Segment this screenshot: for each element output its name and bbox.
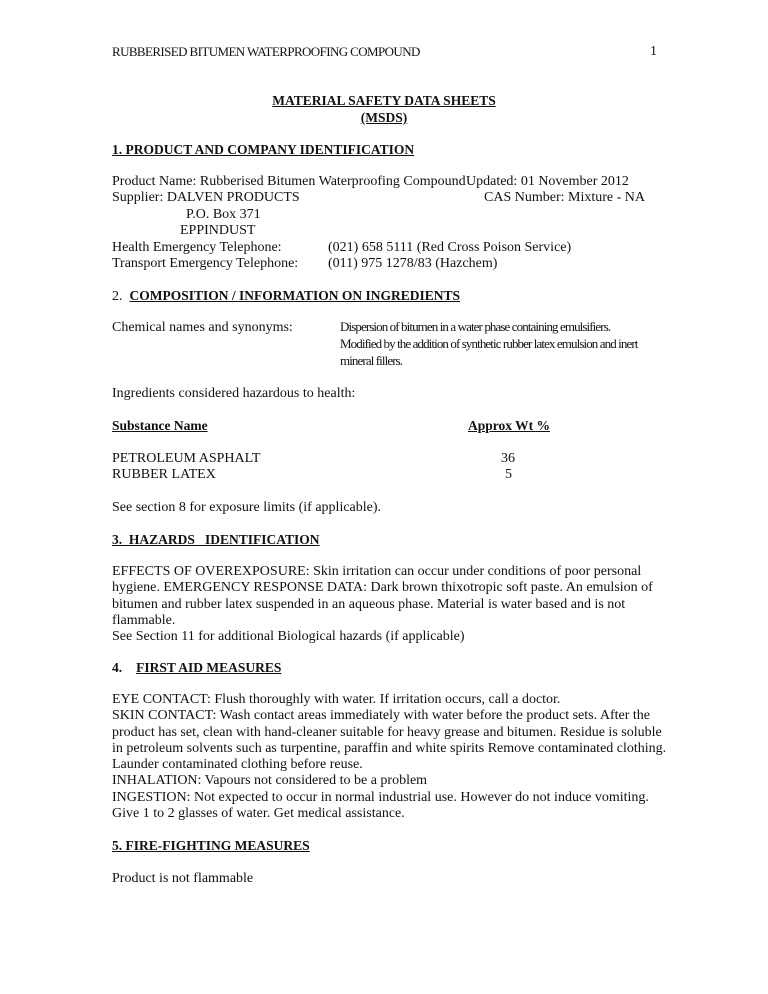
section3-biological-note: See Section 11 for additional Biological hazards (if applicable) — [112, 629, 465, 645]
table-row-substance: RUBBER LATEX — [112, 467, 216, 482]
first-aid-skin: SKIN CONTACT: Wash contact areas immediately with water before the product sets. After the product has set, clean with hand-cleaner suitable for heavy grease and bitumen. Residue is soluble in petroleum solvents such as turpentine, paraffin and white spirits Remove contaminated clothing. Launder contaminated clothing before reuse. — [112, 708, 667, 773]
health-emergency-label: Health Emergency Telephone: — [112, 240, 282, 255]
section1-heading: 1. PRODUCT AND COMPANY IDENTIFICATION — [112, 142, 415, 157]
section4-body — [112, 692, 672, 822]
updated-date: Updated: 01 November 2012 — [466, 174, 629, 189]
transport-emergency-value: (011) 975 1278/83 (Hazchem) — [328, 256, 498, 271]
address-line-1: P.O. Box 371 — [186, 207, 261, 222]
document-title: MATERIAL SAFETY DATA SHEETS — [272, 93, 496, 108]
section2-heading — [112, 288, 460, 305]
hazard-intro: Ingredients considered hazardous to health: — [112, 386, 356, 401]
page-number: 1 — [650, 44, 657, 59]
column-header-weight: Approx Wt % — [468, 418, 551, 433]
document-subtitle: (MSDS) — [360, 110, 408, 125]
section3-heading: 3. HAZARDS IDENTIFICATION — [112, 532, 320, 547]
column-header-substance: Substance Name — [112, 418, 208, 433]
first-aid-ingestion: INGESTION: Not expected to occur in normal industrial use. However do not induce vomiting. Give 1 to 2 glasses of water. Get medical assistance. — [112, 789, 649, 822]
section4-heading — [112, 660, 281, 677]
product-name: Product Name: Rubberised Bitumen Waterproofing Compound — [112, 174, 466, 189]
section3-body — [112, 564, 672, 645]
section5-body: Product is not flammable — [112, 871, 254, 886]
first-aid-inhalation: INHALATION: Vapours not considered to be a problem — [112, 773, 428, 789]
health-emergency-value: (021) 658 5111 (Red Cross Poison Service) — [328, 240, 572, 255]
transport-emergency-label: Transport Emergency Telephone: — [112, 256, 299, 271]
chemical-description: Dispersion of bitumen in a water phase containing emulsifiers. Modified by the addition of synthetic rubber latex emulsion and inert mineral fillers. — [340, 319, 638, 368]
table-row-substance: PETROLEUM ASPHALT — [112, 451, 261, 466]
address-line-2: EPPINDUST — [180, 223, 256, 238]
supplier: Supplier: DALVEN PRODUCTS — [112, 190, 300, 205]
table-row-weight: 5 — [505, 467, 512, 482]
running-header-title: RUBBERISED BITUMEN WATERPROOFING COMPOUND — [112, 44, 420, 59]
section3-effects: EFFECTS OF OVEREXPOSURE: Skin irritation can occur under conditions of poor personal hygiene. EMERGENCY RESPONSE DATA: Dark brown thixotropic soft paste. An emulsion of bitumen and rubber latex suspended in an aqueous phase. Material is water based and is not flammable. — [112, 564, 653, 628]
first-aid-eye: EYE CONTACT: Flush thoroughly with water. If irritation occurs, call a doctor. — [112, 692, 561, 707]
section5-heading: 5. FIRE-FIGHTING MEASURES — [112, 838, 310, 853]
section2-number: 2. — [112, 289, 123, 304]
chemical-names-label: Chemical names and synonyms: — [112, 320, 293, 335]
section4-number: 4. — [112, 660, 123, 675]
section2-title: COMPOSITION / INFORMATION ON INGREDIENTS — [129, 288, 461, 303]
exposure-note: See section 8 for exposure limits (if applicable). — [112, 500, 382, 515]
section4-title: FIRST AID MEASURES — [136, 660, 282, 675]
table-row-weight: 36 — [501, 451, 515, 466]
cas-number: CAS Number: Mixture - NA — [484, 190, 645, 205]
